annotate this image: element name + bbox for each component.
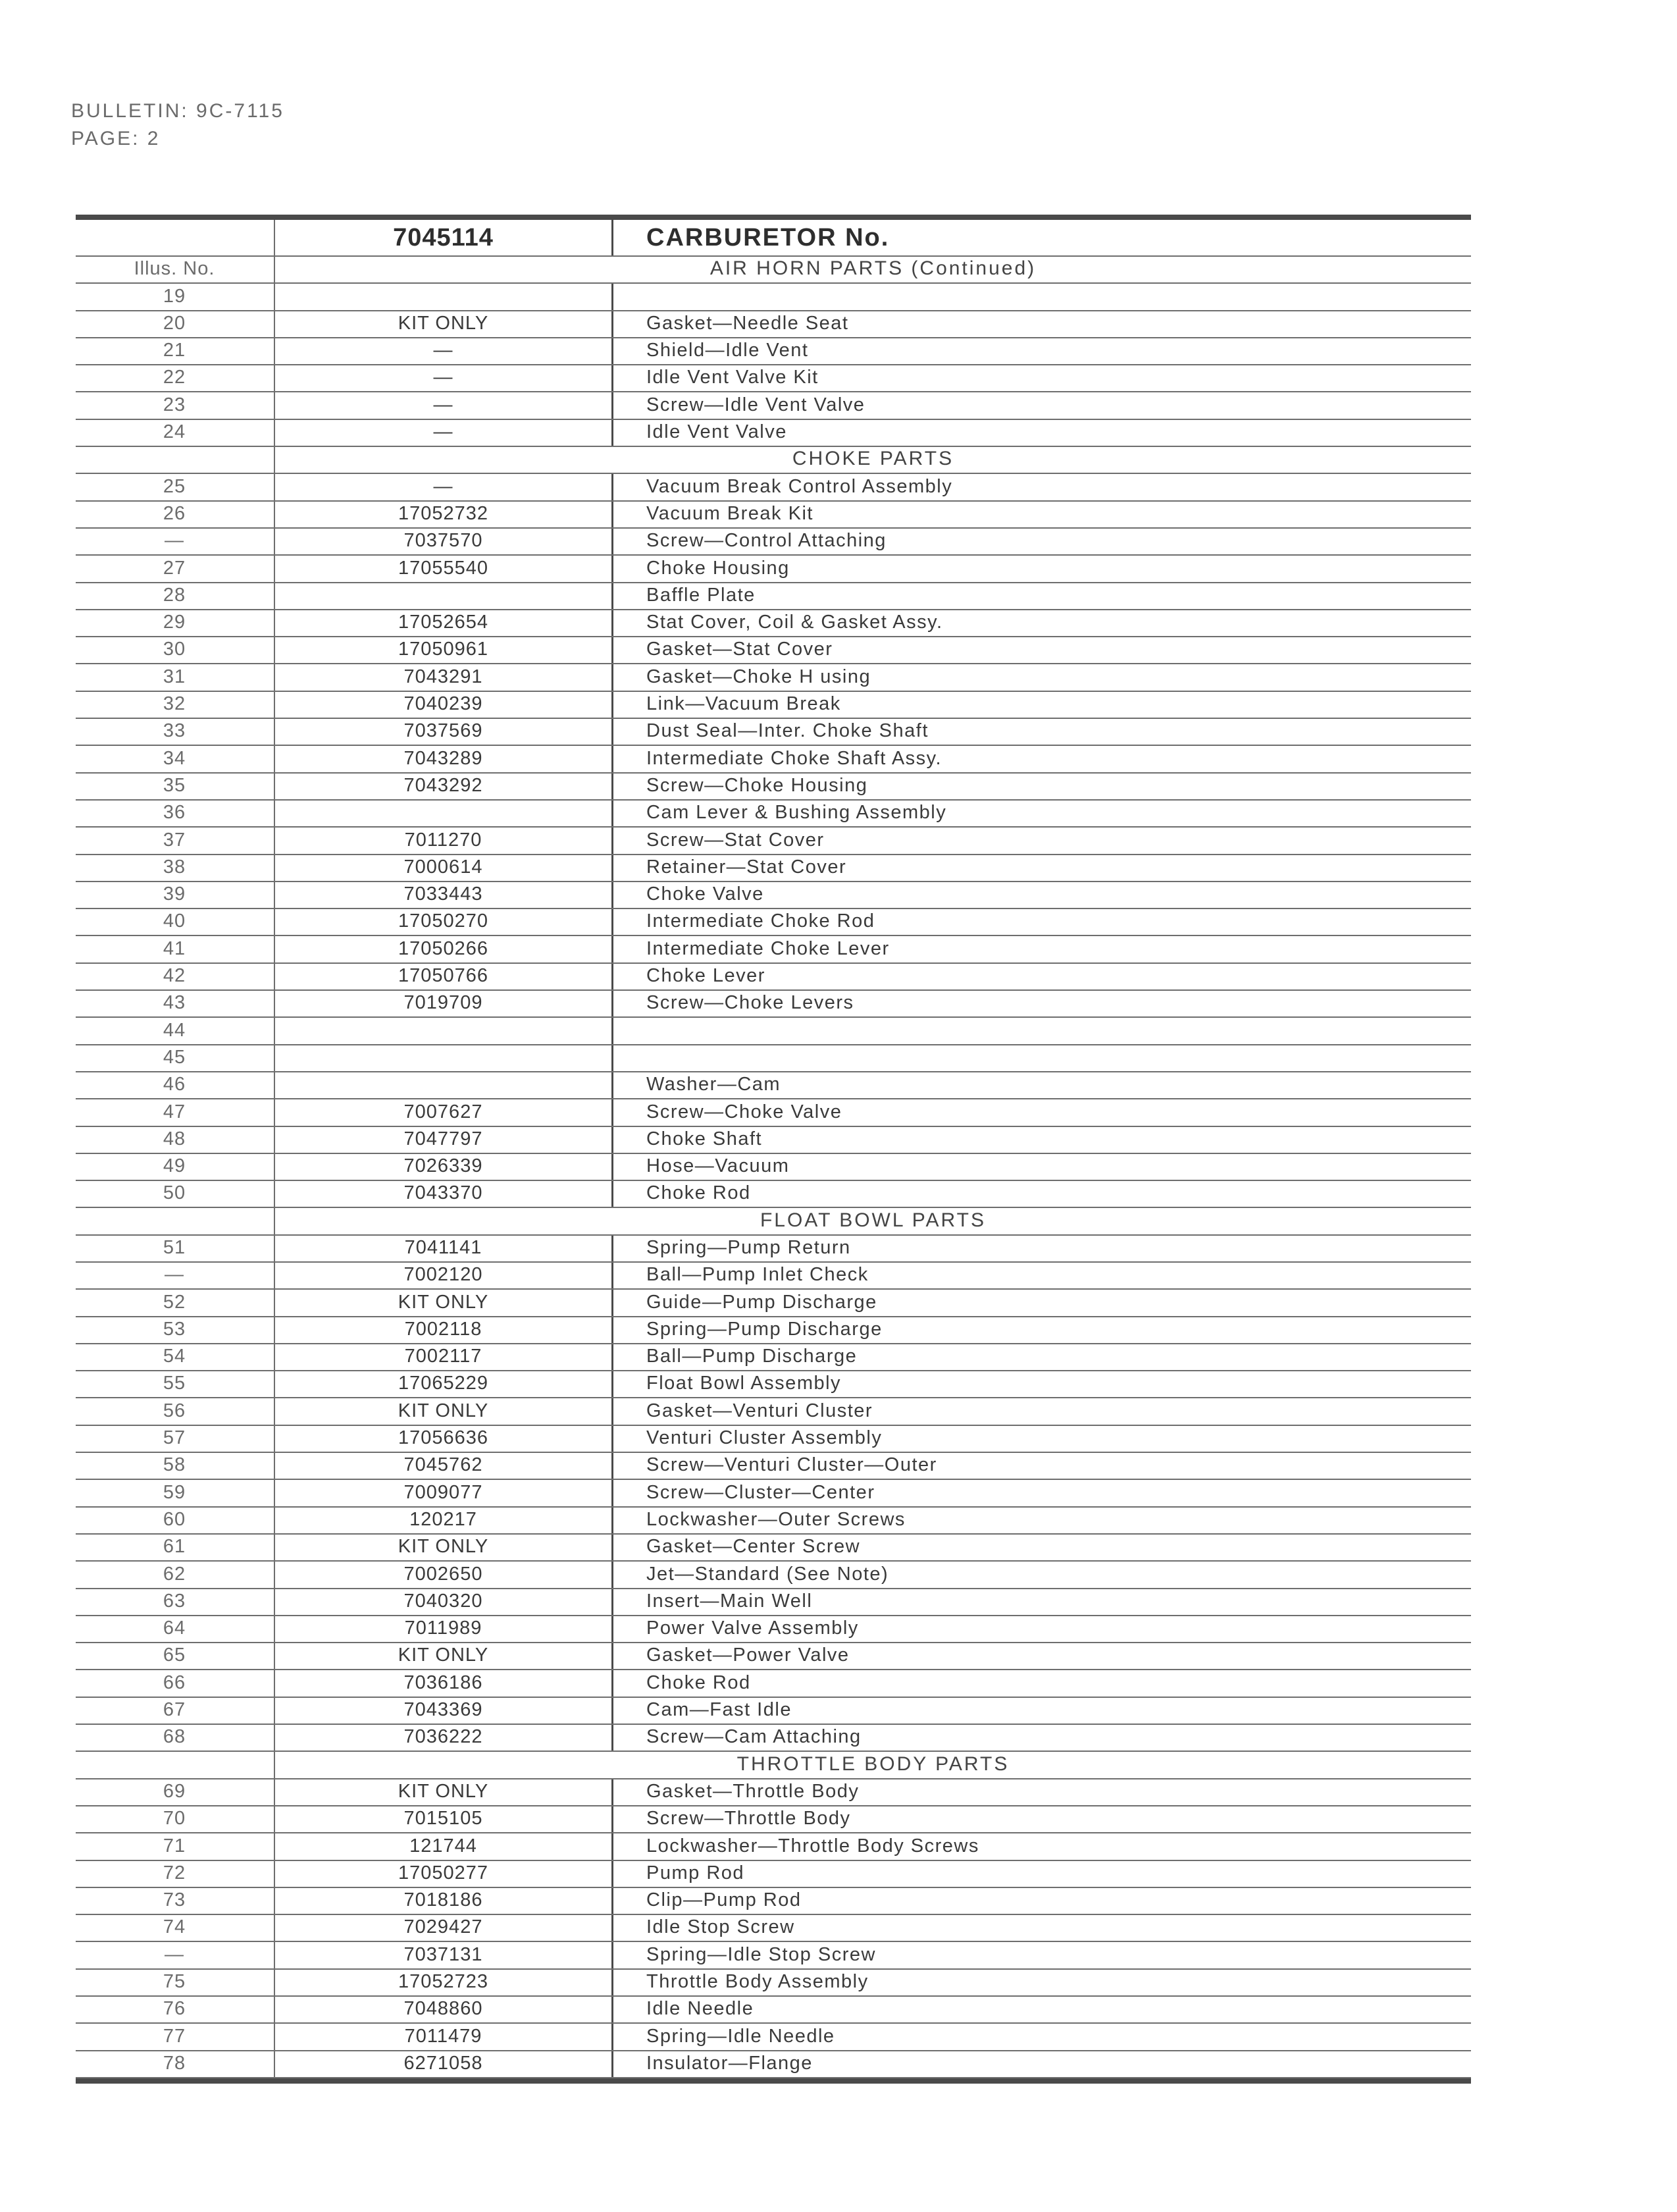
description-cell: Intermediate Choke Lever [611, 936, 1471, 962]
illus-cell: 47 [163, 1101, 186, 1122]
illus-cell: 73 [163, 1889, 186, 1911]
part-number-cell: 17052723 [274, 1970, 611, 1995]
section-title: THROTTLE BODY PARTS [274, 1752, 1471, 1778]
description-cell: Ball—Pump Discharge [611, 1344, 1471, 1370]
part-number-cell: 17056636 [274, 1426, 611, 1452]
table-row [76, 801, 1471, 828]
description-cell: Vacuum Break Kit [611, 502, 1471, 527]
part-number-cell: 7011989 [274, 1616, 611, 1642]
description-cell: Screw—Throttle Body [611, 1806, 1471, 1832]
description-cell: Screw—Cam Attaching [611, 1725, 1471, 1751]
description-cell: Screw—Stat Cover [611, 828, 1471, 853]
table-row [76, 1562, 1471, 1589]
description-cell: Link—Vacuum Break [611, 692, 1471, 718]
description-cell: Jet—Standard (See Note) [611, 1562, 1471, 1587]
description-cell: Screw—Cluster—Center [611, 1480, 1471, 1506]
table-body [76, 257, 1471, 2078]
table-header-row [76, 220, 1471, 257]
description-cell: Gasket—Power Valve [611, 1643, 1471, 1669]
table-row [76, 1236, 1471, 1263]
part-number-cell: 7037569 [274, 719, 611, 745]
part-number-cell: 7036186 [274, 1670, 611, 1696]
illus-cell: 25 [163, 475, 186, 497]
illus-cell: 59 [163, 1481, 186, 1503]
part-number-cell: 7015105 [274, 1806, 611, 1832]
table-row [76, 664, 1471, 691]
part-number-cell: 17050266 [274, 936, 611, 962]
table-row [76, 991, 1471, 1018]
table-row [76, 556, 1471, 583]
part-number-cell: 17052732 [274, 502, 611, 527]
description-cell: Baffle Plate [611, 583, 1471, 609]
table-row [76, 637, 1471, 664]
section-header-row [76, 447, 1471, 474]
table-row [76, 1670, 1471, 1697]
part-number-cell: KIT ONLY [274, 1535, 611, 1560]
part-number-cell: 7011270 [274, 828, 611, 853]
table-row [76, 746, 1471, 773]
part-number-cell: 6271058 [274, 2051, 611, 2077]
description-cell: Gasket—Stat Cover [611, 637, 1471, 663]
table-row [76, 610, 1471, 637]
illus-cell: 48 [163, 1128, 186, 1149]
table-row [76, 1371, 1471, 1398]
table-row [76, 1535, 1471, 1562]
table-row [76, 1480, 1471, 1507]
part-number-cell [274, 1045, 611, 1071]
part-number-cell [274, 801, 611, 826]
description-cell: Choke Housing [611, 556, 1471, 581]
part-number-cell [274, 284, 611, 309]
description-cell: Washer—Cam [611, 1072, 1471, 1098]
description-cell: Idle Needle [611, 1997, 1471, 2022]
description-cell: Gasket—Center Screw [611, 1535, 1471, 1560]
part-number-cell: 17050277 [274, 1861, 611, 1887]
illus-cell: 58 [163, 1454, 186, 1476]
part-number-cell: 7002120 [274, 1263, 611, 1288]
part-number-cell: 7002117 [274, 1344, 611, 1370]
table-row [76, 855, 1471, 882]
illus-cell: 41 [163, 937, 186, 959]
illus-cell: 71 [163, 1835, 186, 1856]
part-number-cell: 7043291 [274, 664, 611, 690]
part-number-cell: 7009077 [274, 1480, 611, 1506]
illus-cell: — [165, 1264, 184, 1286]
illus-cell: 61 [163, 1536, 186, 1558]
parts-table [76, 215, 1471, 2084]
part-number-cell: 17050270 [274, 909, 611, 935]
description-cell: Choke Lever [611, 964, 1471, 989]
description-cell: Idle Stop Screw [611, 1915, 1471, 1941]
part-number-cell: 7045762 [274, 1453, 611, 1479]
table-row [76, 1589, 1471, 1616]
illus-cell: 34 [163, 747, 186, 769]
part-number-cell [274, 583, 611, 609]
illus-cell: 33 [163, 720, 186, 742]
description-cell: Screw—Choke Levers [611, 991, 1471, 1016]
description-cell: Dust Seal—Inter. Choke Shaft [611, 719, 1471, 745]
illus-cell: 40 [163, 910, 186, 932]
illus-cell: 19 [163, 285, 186, 307]
table-row [76, 882, 1471, 909]
description-cell: Shield—Idle Vent [611, 338, 1471, 364]
section-title: FLOAT BOWL PARTS [274, 1208, 1471, 1234]
illus-cell: 39 [163, 883, 186, 905]
description-cell: Clip—Pump Rod [611, 1888, 1471, 1914]
illus-cell: 45 [163, 1046, 186, 1068]
description-cell: Hose—Vacuum [611, 1154, 1471, 1180]
description-cell: Idle Vent Valve Kit [611, 365, 1471, 391]
description-cell: Spring—Pump Return [611, 1236, 1471, 1261]
table-row [76, 1508, 1471, 1535]
illus-cell: 70 [163, 1808, 186, 1830]
illus-cell: 37 [163, 829, 186, 851]
illus-cell: 62 [163, 1563, 186, 1585]
table-row [76, 1942, 1471, 1969]
part-number-cell: KIT ONLY [274, 1779, 611, 1805]
table-row [76, 1725, 1471, 1752]
illus-cell: 68 [163, 1726, 186, 1748]
table-row [76, 529, 1471, 556]
part-number-cell: 7043370 [274, 1181, 611, 1207]
illus-cell: 54 [163, 1346, 186, 1367]
illus-cell: 31 [163, 666, 186, 687]
part-number-cell: 7043292 [274, 774, 611, 799]
table-row [76, 420, 1471, 447]
table-bottom-rule [76, 2078, 1471, 2084]
table-row [76, 392, 1471, 419]
part-number-cell: — [274, 420, 611, 446]
description-cell: Gasket—Choke H using [611, 664, 1471, 690]
table-row [76, 1833, 1471, 1860]
description-cell [611, 1018, 1471, 1043]
description-cell: Spring—Idle Needle [611, 2024, 1471, 2049]
table-row [76, 1970, 1471, 1997]
illus-cell: 74 [163, 1916, 186, 1938]
description-cell: Insert—Main Well [611, 1589, 1471, 1615]
description-cell: Power Valve Assembly [611, 1616, 1471, 1642]
part-number-cell: 7026339 [274, 1154, 611, 1180]
part-number-cell: 7041141 [274, 1236, 611, 1261]
table-row [76, 1806, 1471, 1833]
part-number-cell: 7018186 [274, 1888, 611, 1914]
illus-cell: 60 [163, 1508, 186, 1530]
description-cell: Retainer—Stat Cover [611, 855, 1471, 881]
part-number-cell: — [274, 474, 611, 500]
table-row [76, 1698, 1471, 1725]
table-row [76, 2024, 1471, 2051]
illus-cell: 64 [163, 1618, 186, 1639]
section-title: AIR HORN PARTS (Continued) [274, 257, 1471, 282]
description-cell: Stat Cover, Coil & Gasket Assy. [611, 610, 1471, 636]
description-cell: Insulator—Flange [611, 2051, 1471, 2077]
part-number-cell: 7048860 [274, 1997, 611, 2022]
description-cell: Gasket—Needle Seat [611, 311, 1471, 337]
part-number-cell: 7043289 [274, 746, 611, 772]
table-row [76, 964, 1471, 991]
description-cell: Float Bowl Assembly [611, 1371, 1471, 1397]
part-number-cell [274, 1072, 611, 1098]
description-cell: Gasket—Venturi Cluster [611, 1398, 1471, 1424]
illus-cell: 63 [163, 1590, 186, 1612]
illus-cell: 67 [163, 1699, 186, 1721]
table-row [76, 828, 1471, 855]
illus-cell: 76 [163, 1998, 186, 2020]
illus-cell: 35 [163, 774, 186, 796]
table-row [76, 1779, 1471, 1806]
table-row [76, 719, 1471, 746]
carburetor-title: CARBURETOR No. [611, 220, 1471, 255]
table-row [76, 692, 1471, 719]
illus-cell: 26 [163, 502, 186, 524]
illus-cell: 32 [163, 693, 186, 715]
illus-cell: 75 [163, 1971, 186, 1992]
table-row [76, 1643, 1471, 1670]
table-row [76, 1915, 1471, 1942]
section-illus-cell [76, 1752, 273, 1778]
description-cell: Ball—Pump Inlet Check [611, 1263, 1471, 1288]
illus-cell: 38 [163, 856, 186, 878]
table-row [76, 774, 1471, 801]
illus-cell: 55 [163, 1373, 186, 1394]
description-cell: Throttle Body Assembly [611, 1970, 1471, 1995]
table-row [76, 1290, 1471, 1317]
table-row [76, 1018, 1471, 1045]
table-row [76, 1045, 1471, 1072]
table-row [76, 1616, 1471, 1643]
description-cell: Screw—Choke Valve [611, 1099, 1471, 1125]
illus-cell: 69 [163, 1780, 186, 1802]
section-illus-cell [76, 1208, 273, 1234]
table-row [76, 284, 1471, 311]
description-cell [611, 284, 1471, 309]
description-cell: Venturi Cluster Assembly [611, 1426, 1471, 1452]
part-number-cell: 17055540 [274, 556, 611, 581]
part-number-cell: — [274, 338, 611, 364]
illus-cell: 52 [163, 1291, 186, 1313]
page-number: PAGE: 2 [71, 128, 161, 149]
description-cell: Cam Lever & Bushing Assembly [611, 801, 1471, 826]
part-number-cell: KIT ONLY [274, 311, 611, 337]
illus-cell: 53 [163, 1318, 186, 1340]
table-row [76, 2051, 1471, 2078]
table-row [76, 338, 1471, 365]
part-number-cell: 7037131 [274, 1942, 611, 1968]
illus-cell: 30 [163, 639, 186, 660]
section-title: CHOKE PARTS [274, 447, 1471, 473]
header-blank-cell [76, 220, 273, 255]
illus-cell: — [165, 1943, 184, 1965]
description-cell: Spring—Pump Discharge [611, 1317, 1471, 1343]
illus-cell: 50 [163, 1182, 186, 1204]
description-cell: Pump Rod [611, 1861, 1471, 1887]
illus-cell: 43 [163, 992, 186, 1014]
description-cell: Cam—Fast Idle [611, 1698, 1471, 1724]
part-number-cell: 7040320 [274, 1589, 611, 1615]
illus-cell: 65 [163, 1645, 186, 1666]
part-number-cell: 17065229 [274, 1371, 611, 1397]
table-row [76, 1127, 1471, 1154]
description-cell: Choke Valve [611, 882, 1471, 908]
description-cell: Lockwasher—Outer Screws [611, 1508, 1471, 1533]
part-number-cell: 7047797 [274, 1127, 611, 1153]
table-row [76, 1154, 1471, 1181]
illus-cell: 23 [163, 394, 186, 415]
part-number-cell: 17050766 [274, 964, 611, 989]
description-cell: Gasket—Throttle Body [611, 1779, 1471, 1805]
table-row [76, 1861, 1471, 1888]
part-number-cell: KIT ONLY [274, 1398, 611, 1424]
part-number-cell: 7037570 [274, 529, 611, 554]
description-cell: Choke Rod [611, 1181, 1471, 1207]
table-row [76, 502, 1471, 529]
part-number-cell: 7007627 [274, 1099, 611, 1125]
part-number-cell: 7002118 [274, 1317, 611, 1343]
illus-cell: 78 [163, 2052, 186, 2074]
part-number-cell: KIT ONLY [274, 1290, 611, 1315]
illus-cell: 42 [163, 965, 186, 987]
illus-cell: 22 [163, 367, 186, 388]
description-cell: Spring—Idle Stop Screw [611, 1942, 1471, 1968]
description-cell: Screw—Venturi Cluster—Outer [611, 1453, 1471, 1479]
illus-cell: 57 [163, 1427, 186, 1449]
illus-cell: 51 [163, 1236, 186, 1258]
description-cell: Screw—Choke Housing [611, 774, 1471, 799]
part-number-cell: 17050961 [274, 637, 611, 663]
part-number-cell: 7000614 [274, 855, 611, 881]
illus-cell: 46 [163, 1074, 186, 1095]
part-number-cell: 7043369 [274, 1698, 611, 1724]
table-row [76, 365, 1471, 392]
part-number-cell: 121744 [274, 1833, 611, 1859]
table-row [76, 1263, 1471, 1290]
table-row [76, 1072, 1471, 1099]
part-number-cell: 7036222 [274, 1725, 611, 1751]
section-header-row [76, 1208, 1471, 1235]
part-number-cell: 7019709 [274, 991, 611, 1016]
part-number-cell: 7011479 [274, 2024, 611, 2049]
description-cell: Screw—Control Attaching [611, 529, 1471, 554]
carburetor-part-number: 7045114 [274, 220, 611, 255]
table-row [76, 1888, 1471, 1915]
description-cell: Choke Rod [611, 1670, 1471, 1696]
table-row [76, 1344, 1471, 1371]
table-row [76, 1997, 1471, 2024]
table-row [76, 936, 1471, 963]
description-cell: Guide—Pump Discharge [611, 1290, 1471, 1315]
table-row [76, 311, 1471, 338]
illus-cell: 66 [163, 1672, 186, 1693]
illus-cell: 44 [163, 1019, 186, 1041]
section-illus-cell: Illus. No. [134, 258, 215, 280]
part-number-cell: — [274, 365, 611, 391]
part-number-cell: 7029427 [274, 1915, 611, 1941]
description-cell: Lockwasher—Throttle Body Screws [611, 1833, 1471, 1859]
part-number-cell: 17052654 [274, 610, 611, 636]
illus-cell: 49 [163, 1155, 186, 1177]
description-cell: Choke Shaft [611, 1127, 1471, 1153]
part-number-cell [274, 1018, 611, 1043]
illus-cell: — [165, 530, 184, 552]
table-row [76, 1398, 1471, 1425]
description-cell: Idle Vent Valve [611, 420, 1471, 446]
section-header-row [76, 257, 1471, 284]
description-cell: Vacuum Break Control Assembly [611, 474, 1471, 500]
illus-cell: 21 [163, 340, 186, 361]
illus-cell: 77 [163, 2025, 186, 2047]
table-row [76, 1453, 1471, 1480]
table-row [76, 1099, 1471, 1126]
illus-cell: 20 [163, 312, 186, 334]
table-row [76, 583, 1471, 610]
description-cell: Screw—Idle Vent Valve [611, 392, 1471, 418]
description-cell: Intermediate Choke Shaft Assy. [611, 746, 1471, 772]
part-number-cell: 7002650 [274, 1562, 611, 1587]
illus-cell: 27 [163, 557, 186, 579]
bulletin-number: BULLETIN: 9C-7115 [71, 100, 284, 122]
illus-cell: 56 [163, 1400, 186, 1421]
illus-cell: 24 [163, 421, 186, 443]
table-row [76, 1317, 1471, 1344]
description-cell [611, 1045, 1471, 1071]
table-row [76, 1181, 1471, 1208]
section-header-row [76, 1752, 1471, 1779]
part-number-cell: 7040239 [274, 692, 611, 718]
part-number-cell: KIT ONLY [274, 1643, 611, 1669]
illus-cell: 36 [163, 802, 186, 824]
table-row [76, 1426, 1471, 1453]
table-row [76, 474, 1471, 501]
part-number-cell: 7033443 [274, 882, 611, 908]
illus-cell: 28 [163, 584, 186, 606]
illus-cell: 29 [163, 612, 186, 633]
table-row [76, 909, 1471, 936]
table-top-rule [76, 215, 1471, 220]
description-cell: Intermediate Choke Rod [611, 909, 1471, 935]
part-number-cell: 120217 [274, 1508, 611, 1533]
illus-cell: 72 [163, 1862, 186, 1883]
section-illus-cell [76, 447, 273, 473]
part-number-cell: — [274, 392, 611, 418]
